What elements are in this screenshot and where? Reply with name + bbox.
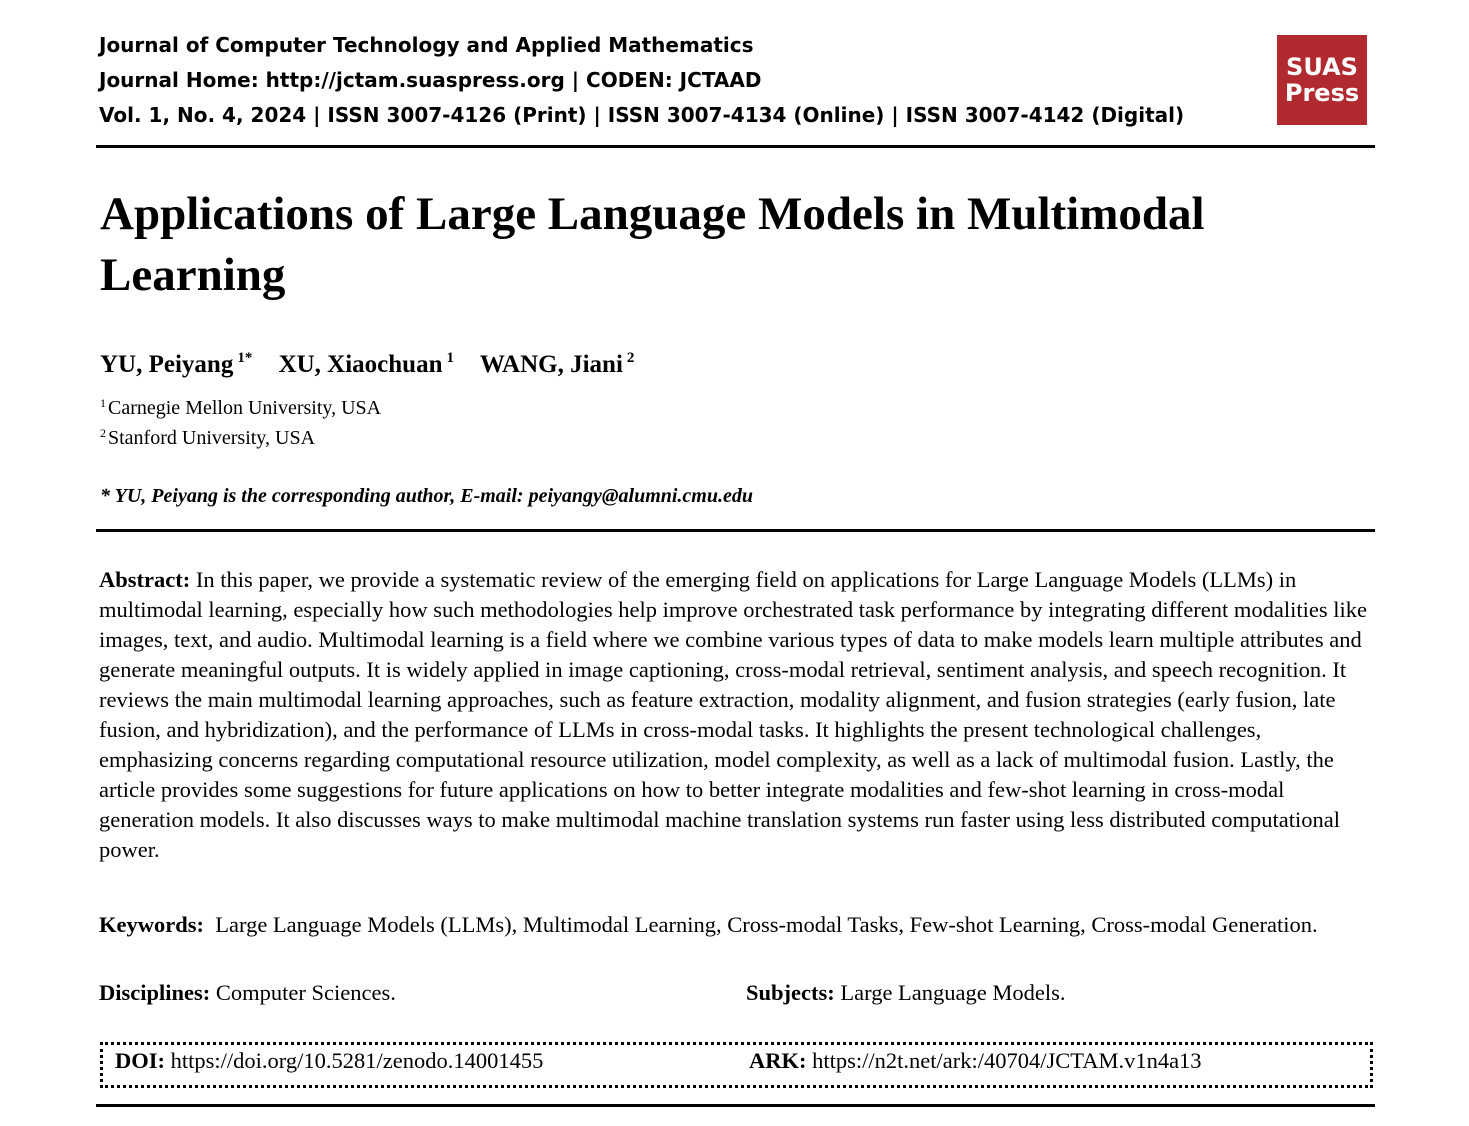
author-affil-mark: 1 <box>446 350 454 366</box>
author <box>279 351 454 378</box>
affiliation-text: Carnegie Mellon University, USA <box>108 397 382 419</box>
author <box>480 351 635 378</box>
affiliation-text: Stanford University, USA <box>108 427 316 449</box>
author-list <box>100 340 654 383</box>
disciplines-label: Disciplines: <box>99 980 211 1005</box>
ark <box>749 1046 1202 1076</box>
keywords <box>99 910 1367 940</box>
journal-volume: Vol. 1, No. 4, 2024 | ISSN 3007-4126 (Print) | ISSN 3007-4134 (Online) | ISSN 3007-4142 (Digital) <box>99 103 1185 127</box>
doi-label: DOI: <box>115 1048 165 1073</box>
paper-title: Applications of Large Language Models in Multimodal Learning <box>100 188 1205 301</box>
author <box>100 351 252 378</box>
ark-label: ARK: <box>749 1048 807 1073</box>
suas-press-logo <box>1277 35 1367 125</box>
affiliation <box>100 396 381 420</box>
author-name: WANG, Jiani <box>479 351 623 378</box>
ark-link[interactable]: https://n2t.net/ark:/40704/JCTAM.v1n4a13 <box>812 1048 1202 1073</box>
journal-header <box>99 28 1259 133</box>
header-divider <box>96 145 1375 148</box>
logo-line2: Press <box>1284 79 1360 107</box>
disciplines-text: Computer Sciences. <box>215 980 396 1005</box>
affiliation <box>100 426 315 450</box>
disciplines <box>99 978 396 1008</box>
affiliation-number: 2 <box>100 426 106 440</box>
abstract <box>99 565 1367 865</box>
journal-name: Journal of Computer Technology and Applied Mathematics <box>99 33 754 57</box>
author-affil-mark: 2 <box>626 350 635 366</box>
footer-divider <box>96 1104 1375 1107</box>
subjects-label: Subjects: <box>746 980 835 1005</box>
subjects <box>746 978 1066 1008</box>
journal-home: Journal Home: http://jctam.suaspress.org | CODEN: JCTAAD <box>99 68 762 92</box>
affiliation-number: 1 <box>100 396 106 410</box>
corresponding-author-note: * YU, Peiyang is the corresponding author, E-mail: peiyangy@alumni.cmu.edu <box>100 485 753 507</box>
logo-line1: SUAS <box>1286 53 1358 81</box>
section-divider <box>96 529 1375 532</box>
author-affil-mark: 1* <box>237 350 253 366</box>
keywords-text: Large Language Models (LLMs), Multimodal Learning, Cross-modal Tasks, Few-shot Learning, Cross-modal Generation. <box>215 912 1318 937</box>
abstract-text: In this paper, we provide a systematic review of the emerging field on applications for Large Language Models (LLMs) in multimodal learning, especially how such methodologies help improve orchestrated task performance by integrating different modalities like images, text, and audio. Multimodal learning is a field where we combine various types of data to make models learn multiple attributes and generate meaningful outputs. It is widely applied in image captioning, cross-modal retrieval, sentiment analysis, and speech recognition. It reviews the main multimodal learning approaches, such as feature extraction, modality alignment, and fusion strategies (early fusion, late fusion, and hybridization), and the performance of LLMs in cross-modal tasks. It highlights the present technological challenges, emphasizing concerns regarding computational resource utilization, model complexity, as well as a lack of multimodal fusion. Lastly, the article provides some suggestions for future applications on how to better integrate modalities and few-shot learning in cross-modal generation models. It also discusses ways to make multimodal machine translation systems run faster using less distributed computational power. <box>99 567 1367 862</box>
doi <box>115 1046 543 1076</box>
subjects-text: Large Language Models. <box>840 980 1066 1005</box>
abstract-label: Abstract: <box>99 567 191 592</box>
author-name: XU, Xiaochuan <box>278 351 443 378</box>
doi-link[interactable]: https://doi.org/10.5281/zenodo.14001455 <box>170 1048 544 1073</box>
keywords-label: Keywords: <box>99 912 204 937</box>
author-name: YU, Peiyang <box>100 351 234 378</box>
